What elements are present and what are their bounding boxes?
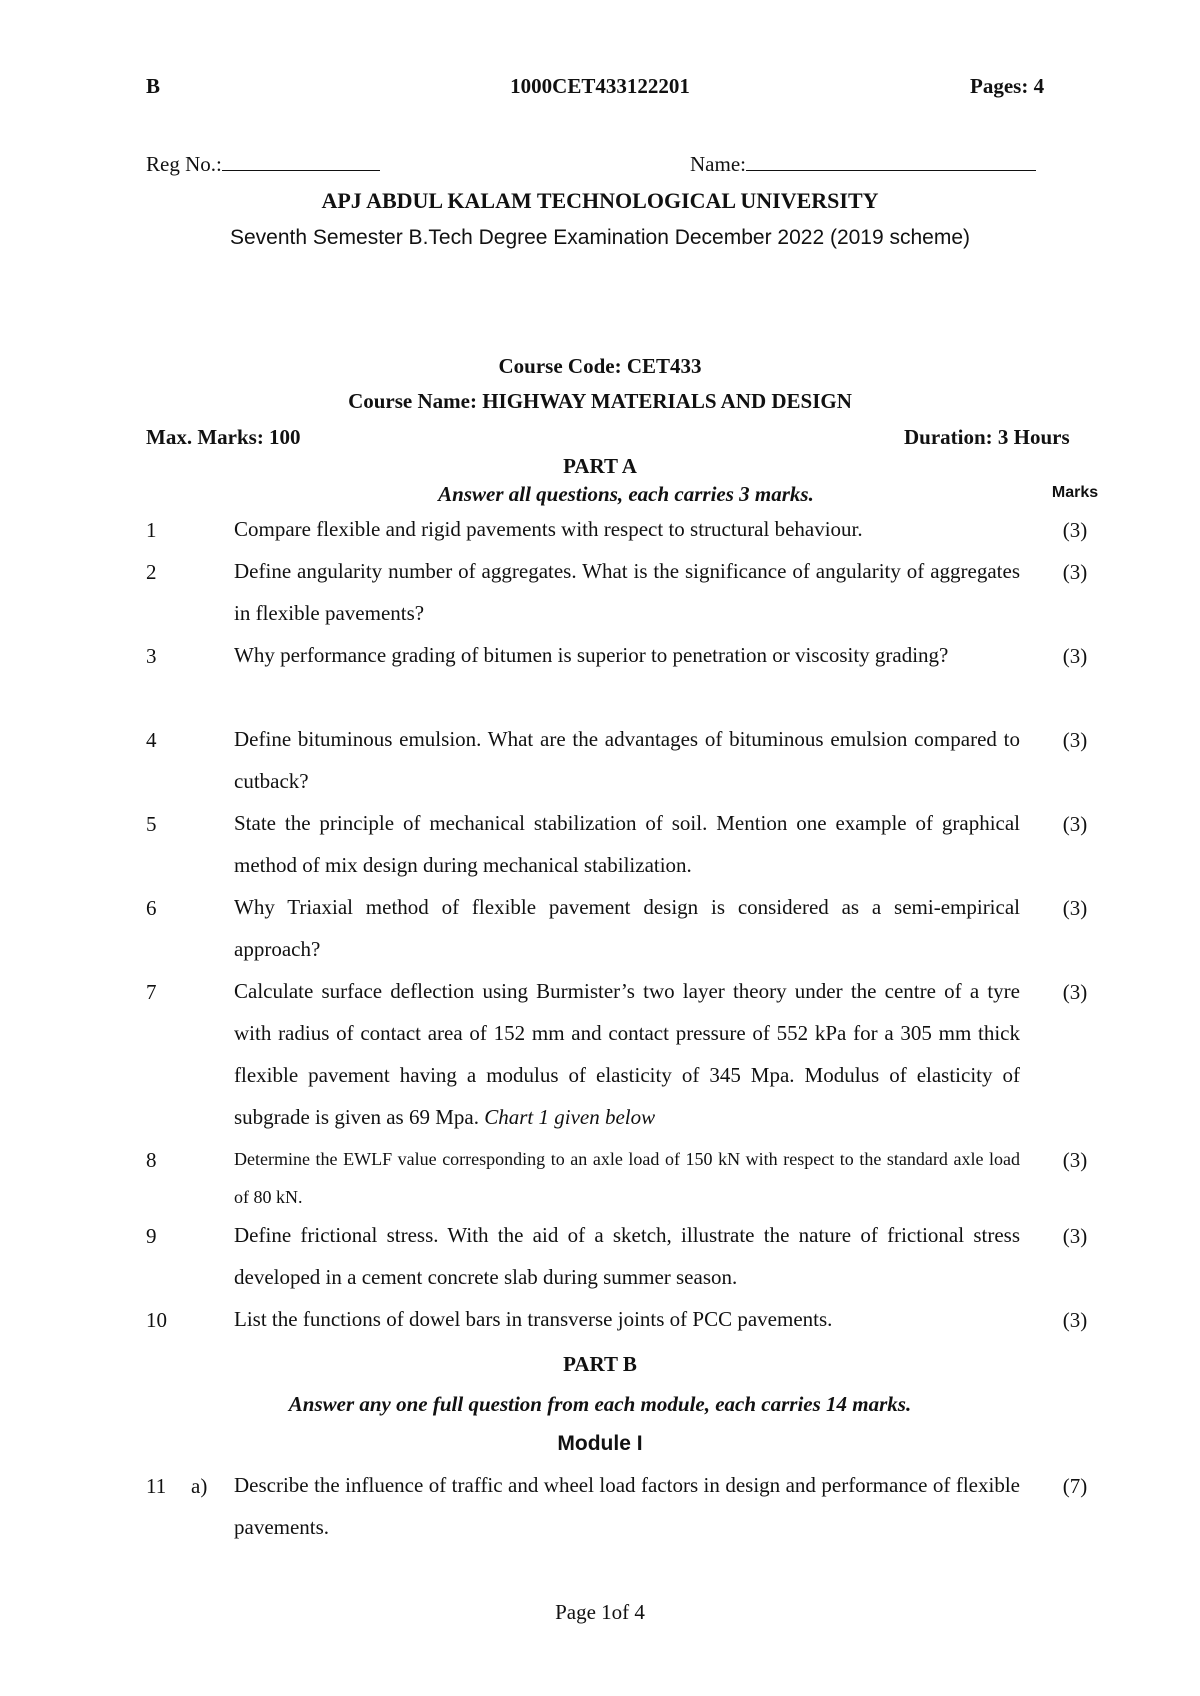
module-title: Module I (557, 1432, 643, 1455)
question-text: List the functions of dowel bars in transverse joints of PCC pavements. (234, 1307, 833, 1331)
question-number: 7 (146, 980, 157, 1004)
question-number: 4 (146, 728, 157, 752)
paper-set-label: B (146, 74, 161, 98)
course-name: Course Name: HIGHWAY MATERIALS AND DESIGN (348, 389, 852, 413)
university-title: APJ ABDUL KALAM TECHNOLOGICAL UNIVERSITY (321, 188, 879, 213)
marks-header: Marks (1051, 484, 1099, 501)
question-number: 2 (146, 560, 157, 584)
exam-title: Seventh Semester B.Tech Degree Examination December 2022 (2019 scheme) (229, 226, 971, 249)
question-marks: (3) (1062, 644, 1088, 668)
question-text: Compare flexible and rigid pavements with respect to structural behaviour. (234, 517, 863, 541)
question-marks: (3) (1062, 1148, 1088, 1172)
duration: Duration: 3 Hours (904, 425, 1070, 449)
question-number: 11 (146, 1474, 167, 1498)
part-b-title: PART B (563, 1352, 637, 1376)
paper-code: 1000CET433122201 (510, 74, 690, 98)
reg-no-field (146, 152, 380, 177)
question-number: 1 (146, 518, 157, 542)
question-number: 8 (146, 1148, 157, 1172)
question-number: 9 (146, 1224, 157, 1248)
question-text-main: Calculate surface deflection using Burmister’s two layer theory under the centre of a tyre with radius of contact area of 152 mm and contact pressure of 552 kPa for a 305 mm thick flexible pavement having a modulus of elasticity of 345 Mpa. Modulus of elasticity of subgrade is given as 69 Mpa. (234, 979, 1020, 1129)
question-text: Why performance grading of bitumen is superior to penetration or viscosity grading? (234, 643, 949, 667)
name-field (690, 152, 1036, 177)
question-marks: (3) (1062, 1308, 1088, 1332)
reg-no-blank (222, 170, 380, 171)
question-text: Why Triaxial method of flexible pavement design is considered as a semi-empirical approach? (234, 895, 1020, 961)
part-a-title: PART A (563, 454, 637, 478)
question-text: Define angularity number of aggregates. What is the significance of angularity of aggregates in flexible pavements? (234, 559, 1020, 625)
question-marks: (3) (1062, 518, 1088, 542)
question-marks: (3) (1062, 1224, 1088, 1248)
question-number: 6 (146, 896, 157, 920)
part-a-instruction: Answer all questions, each carries 3 marks. (438, 482, 814, 506)
question-text: Define bituminous emulsion. What are the advantages of bituminous emulsion compared to cutback? (234, 727, 1020, 793)
part-b-instruction: Answer any one full question from each module, each carries 14 marks. (288, 1392, 912, 1416)
reg-no-label: Reg No.: (146, 152, 222, 176)
question-marks: (3) (1062, 980, 1088, 1004)
question-text: Describe the influence of traffic and wheel load factors in design and performance of flexible pavements. (234, 1473, 1020, 1539)
name-blank (746, 170, 1036, 171)
question-number: 10 (146, 1308, 167, 1332)
page-count: Pages: 4 (970, 74, 1045, 98)
question-subpart: a) (191, 1474, 208, 1498)
question-text: Define frictional stress. With the aid of a sketch, illustrate the nature of frictional stress developed in a cement concrete slab during summer season. (234, 1223, 1020, 1289)
question-text: Determine the EWLF value corresponding to an axle load of 150 kN with respect to the standard axle load of 80 kN. (234, 1149, 1020, 1207)
question-marks: (3) (1062, 896, 1088, 920)
question-marks: (3) (1062, 560, 1088, 584)
question-number: 5 (146, 812, 157, 836)
chart-reference: Chart 1 given below (484, 1105, 656, 1129)
page-footer: Page 1of 4 (555, 1600, 645, 1624)
question-marks: (3) (1062, 812, 1088, 836)
question-number: 3 (146, 644, 157, 668)
max-marks: Max. Marks: 100 (146, 425, 301, 449)
question-text: State the principle of mechanical stabilization of soil. Mention one example of graphical method of mix design during mechanical stabilization. (234, 811, 1020, 877)
question-text (234, 970, 1020, 1138)
course-code: Course Code: CET433 (498, 354, 702, 378)
name-label: Name: (690, 152, 746, 176)
question-marks: (7) (1062, 1474, 1088, 1498)
question-marks: (3) (1062, 728, 1088, 752)
